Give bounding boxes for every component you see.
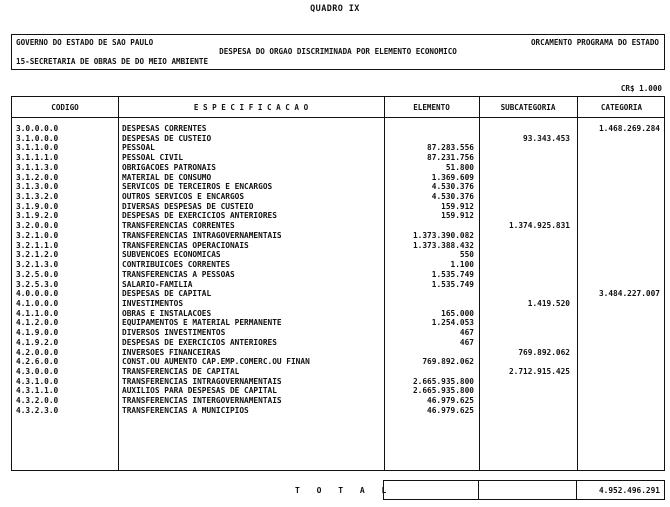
- budget-program-label: ORCAMENTO PROGRAMA DO ESTADO: [530, 38, 659, 47]
- row-elemento: 1.254.053: [431, 318, 474, 328]
- row-description: INVESTIMENTOS: [122, 298, 184, 308]
- row-description: AUXILIOS PARA DESPESAS DE CAPITAL: [122, 386, 277, 396]
- table-row: [12, 328, 664, 338]
- secretariat-name: 15-SECRETARIA DE OBRAS DE DO MEIO AMBIENTE: [16, 57, 209, 66]
- row-elemento: 159.912: [441, 211, 474, 221]
- table-row: [12, 289, 664, 299]
- total-label: T O T A L: [295, 486, 393, 495]
- row-code: 4.2.6.0.0: [16, 357, 59, 367]
- column-header-codigo: CODIGO: [51, 103, 79, 112]
- row-code: 3.1.3.2.0: [16, 192, 59, 202]
- row-description: DESPESAS CORRENTES: [122, 124, 207, 133]
- table-row: [12, 357, 664, 367]
- row-elemento: 1.369.609: [431, 172, 474, 182]
- table-body: [12, 124, 664, 416]
- row-code: 3.1.1.1.0: [16, 153, 59, 163]
- row-code: 3.1.9.2.0: [16, 211, 59, 221]
- row-elemento: 87.231.756: [427, 153, 474, 163]
- page-title: QUADRO IX: [310, 4, 360, 14]
- row-code: 4.3.0.0.0: [16, 366, 59, 376]
- row-code: 4.3.2.0.0: [16, 396, 59, 406]
- table-row: [12, 231, 664, 241]
- table-row: [12, 124, 664, 134]
- row-code: 3.2.0.0.0: [16, 221, 59, 231]
- row-description: SERVICOS DE TERCEIROS E ENCARGOS: [122, 182, 273, 192]
- row-code: 3.0.0.0.0: [16, 124, 59, 133]
- row-subcategoria: 1.374.925.831: [508, 221, 570, 231]
- row-code: 3.2.1.2.0: [16, 250, 59, 260]
- row-elemento: 46.979.625: [427, 405, 474, 415]
- row-code: 4.0.0.0.0: [16, 289, 59, 299]
- row-description: DIVERSAS DESPESAS DE CUSTEIO: [122, 201, 254, 211]
- row-description: MATERIAL DE CONSUMO: [122, 172, 212, 182]
- row-code: 3.1.1.3.0: [16, 162, 59, 172]
- row-description: DIVERSOS INVESTIMENTOS: [122, 328, 226, 338]
- row-elemento: 51.800: [445, 162, 474, 172]
- table-row: [12, 260, 664, 270]
- row-elemento: 1.535.749: [431, 279, 474, 289]
- row-elemento: 46.979.625: [427, 396, 474, 406]
- row-elemento: 2.665.935.800: [412, 386, 474, 396]
- table-row: [12, 153, 664, 163]
- row-elemento: 165.000: [441, 308, 474, 318]
- row-code: 4.1.1.0.0: [16, 308, 59, 318]
- row-subcategoria: 769.892.062: [518, 347, 570, 357]
- row-code: 4.1.9.0.0: [16, 328, 59, 338]
- row-description: TRANSFERENCIAS INTRAGOVERNAMENTAIS: [122, 376, 282, 386]
- currency-unit: CR$ 1.000: [620, 84, 662, 93]
- table-row: [12, 211, 664, 221]
- row-description: TRANSFERENCIAS INTERGOVERNAMENTAIS: [122, 396, 282, 406]
- report-subtitle: DESPESA DO ORGAO DISCRIMINADA POR ELEMENTO ECONOMICO: [219, 47, 457, 56]
- row-description: TRANSFERENCIAS DE CAPITAL: [122, 366, 240, 376]
- table-row: [12, 348, 664, 358]
- row-description: OBRAS E INSTALACOES: [122, 308, 212, 318]
- column-header-categoria: CATEGORIA: [600, 103, 643, 112]
- row-elemento: 1.373.390.082: [412, 230, 474, 240]
- row-code: 4.1.2.0.0: [16, 318, 59, 328]
- expense-table: [11, 96, 665, 471]
- table-row: [12, 182, 664, 192]
- row-description: OBRIGACOES PATRONAIS: [122, 162, 216, 172]
- government-name: GOVERNO DO ESTADO DE SAO PAULO: [16, 38, 154, 47]
- row-description: SALARIO-FAMILIA: [122, 279, 193, 289]
- table-row: [12, 202, 664, 212]
- column-header-elemento: ELEMENTO: [413, 103, 450, 112]
- row-code: 3.1.0.0.0: [16, 133, 59, 143]
- row-elemento: 4.530.376: [431, 182, 474, 192]
- table-row: [12, 318, 664, 328]
- row-code: 3.1.1.0.0: [16, 143, 59, 153]
- row-description: PESSOAL: [122, 143, 155, 153]
- table-row: [12, 396, 664, 406]
- row-description: TRANSFERENCIAS A MUNICIPIOS: [122, 405, 249, 415]
- row-description: DESPESAS DE CUSTEIO: [122, 133, 212, 143]
- column-header-especificacao: E S P E C I F I C A C A O: [193, 103, 309, 112]
- row-code: 3.2.1.1.0: [16, 240, 59, 250]
- table-row: [12, 221, 664, 231]
- row-elemento: 1.100: [450, 260, 474, 270]
- table-row: [12, 338, 664, 348]
- total-categoria-value: 4.952.496.291: [598, 486, 660, 495]
- row-code: 3.1.9.0.0: [16, 201, 59, 211]
- row-description: CONST.OU AUMENTO CAP.EMP.COMERC.OU FINAN: [122, 357, 310, 367]
- table-row: [12, 192, 664, 202]
- row-description: SUBVENCOES ECONOMICAS: [122, 250, 221, 260]
- row-code: 4.1.0.0.0: [16, 298, 59, 308]
- row-description: TRANSFERENCIAS CORRENTES: [122, 221, 235, 231]
- row-description: OUTROS SERVICOS E ENCARGOS: [122, 192, 245, 202]
- row-description: TRANSFERENCIAS OPERACIONAIS: [122, 240, 249, 250]
- row-elemento: 4.530.376: [431, 192, 474, 202]
- row-code: 4.2.0.0.0: [16, 347, 59, 357]
- table-row: [12, 280, 664, 290]
- row-code: 4.3.1.1.0: [16, 386, 59, 396]
- row-description: DESPESAS DE CAPITAL: [122, 289, 212, 299]
- table-row: [12, 406, 664, 416]
- row-code: 3.2.1.3.0: [16, 260, 59, 270]
- row-description: TRANSFERENCIAS A PESSOAS: [122, 269, 235, 279]
- row-subcategoria: 2.712.915.425: [508, 366, 570, 376]
- total-subcategoria-cell: [478, 480, 577, 500]
- row-elemento: 1.373.388.432: [412, 240, 474, 250]
- header-divider: [12, 117, 664, 118]
- table-row: [12, 241, 664, 251]
- table-row: [12, 309, 664, 319]
- table-row: [12, 386, 664, 396]
- row-description: CONTRIBUICOES CORRENTES: [122, 260, 230, 270]
- table-row: [12, 299, 664, 309]
- table-row: [12, 173, 664, 183]
- column-header-subcategoria: SUBCATEGORIA: [500, 103, 556, 112]
- row-elemento: 87.283.556: [427, 143, 474, 153]
- row-code: 4.1.9.2.0: [16, 337, 59, 347]
- document-header: [11, 34, 665, 70]
- row-code: 3.2.5.0.0: [16, 269, 59, 279]
- row-description: INVERSOES FINANCEIRAS: [122, 347, 221, 357]
- row-elemento: 467: [459, 328, 474, 338]
- row-code: 3.2.1.0.0: [16, 230, 59, 240]
- row-description: DESPESAS DE EXERCICIOS ANTERIORES: [122, 211, 277, 221]
- table-row: [12, 367, 664, 377]
- row-elemento: 467: [459, 337, 474, 347]
- row-elemento: 2.665.935.800: [412, 376, 474, 386]
- total-categoria-cell: [576, 480, 665, 500]
- table-row: [12, 270, 664, 280]
- row-code: 4.3.1.0.0: [16, 376, 59, 386]
- row-subcategoria: 93.343.453: [523, 133, 570, 143]
- table-row: [12, 143, 664, 153]
- row-code: 3.2.5.3.0: [16, 279, 59, 289]
- total-elemento-cell: [383, 480, 479, 500]
- row-elemento: 550: [459, 250, 474, 260]
- row-elemento: 1.535.749: [431, 269, 474, 279]
- row-code: 3.1.2.0.0: [16, 172, 59, 182]
- row-description: TRANSFERENCIAS INTRAGOVERNAMENTAIS: [122, 230, 282, 240]
- table-row: [12, 250, 664, 260]
- table-row: [12, 163, 664, 173]
- row-description: DESPESAS DE EXERCICIOS ANTERIORES: [122, 337, 277, 347]
- table-row: [12, 134, 664, 144]
- row-description: PESSOAL CIVIL: [122, 153, 184, 163]
- row-categoria: 3.484.227.007: [598, 289, 660, 299]
- row-code: 4.3.2.3.0: [16, 405, 59, 415]
- row-categoria: 1.468.269.284: [598, 124, 660, 133]
- row-elemento: 159.912: [441, 201, 474, 211]
- row-subcategoria: 1.419.520: [527, 298, 570, 308]
- row-code: 3.1.3.0.0: [16, 182, 59, 192]
- row-elemento: 769.892.062: [422, 357, 474, 367]
- row-description: EQUIPAMENTOS E MATERIAL PERMANENTE: [122, 318, 282, 328]
- table-row: [12, 377, 664, 387]
